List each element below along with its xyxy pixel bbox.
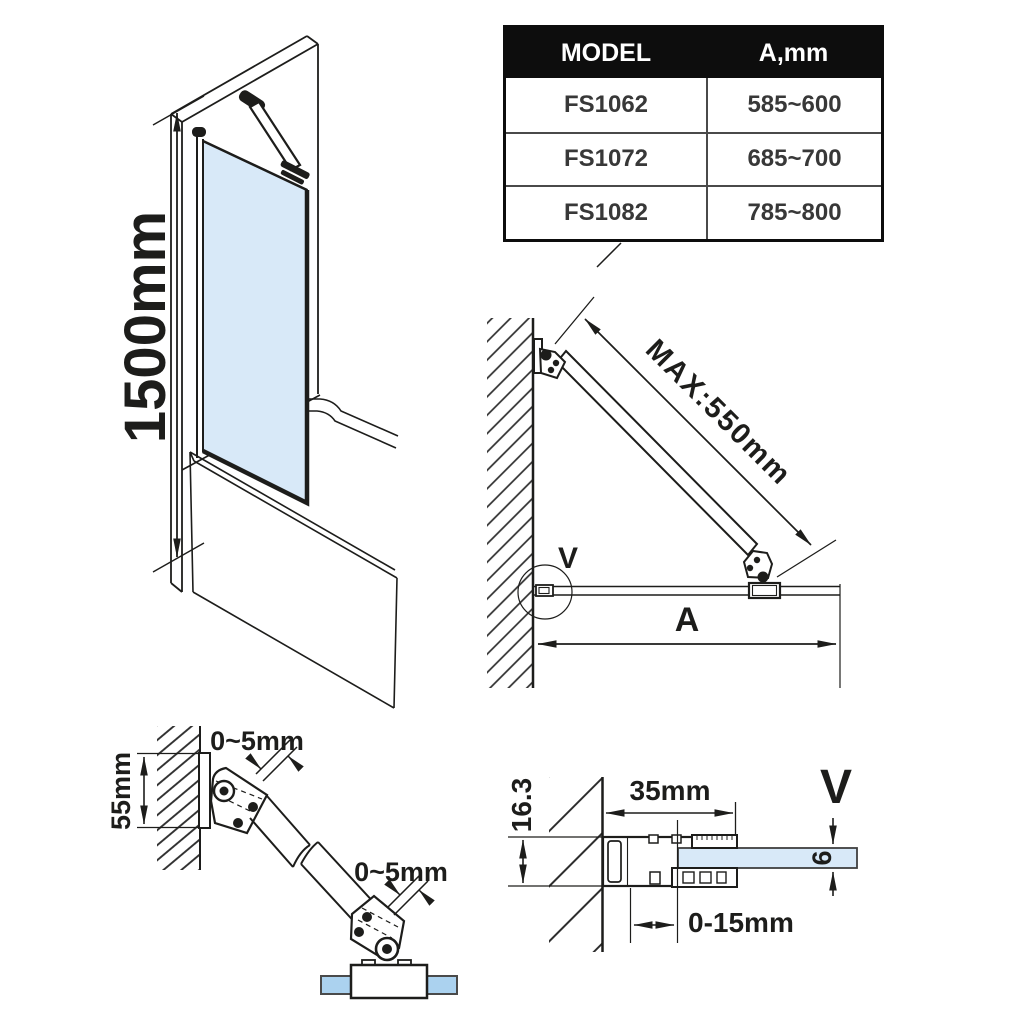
glass-strip-right <box>427 976 457 994</box>
max-reach-dimension <box>555 297 836 577</box>
table-leader-line <box>597 243 621 267</box>
glass-clamp <box>351 965 427 998</box>
max-reach-label: MAX:550mm <box>639 333 798 492</box>
width-dimension <box>538 584 840 688</box>
table-cell-model-2: FS1072 <box>506 132 706 186</box>
wall-hatch <box>157 726 200 870</box>
table-cell-amm-3: 785~800 <box>706 185 881 239</box>
clamp-top-flange <box>692 835 737 848</box>
wall-plate <box>199 753 210 828</box>
width-dimension-label: A <box>674 601 700 639</box>
support-bar-plan <box>557 351 757 555</box>
hinge-detail <box>106 726 457 998</box>
detail-marker-label: V <box>558 542 579 575</box>
plan-view <box>487 297 840 688</box>
wall-hatch <box>549 777 602 952</box>
spec-table <box>503 25 884 242</box>
section-marker-label: V <box>820 761 853 814</box>
spec-table-header-amm: A,mm <box>706 28 881 78</box>
table-cell-model-1: FS1062 <box>563 90 649 118</box>
upper-gap-label: 0~5mm <box>210 726 304 756</box>
table-cell-amm-2: 685~700 <box>706 132 881 186</box>
isometric-view <box>113 36 398 708</box>
hinge-profile-cap <box>192 127 206 137</box>
profile-width-label: 35mm <box>629 775 711 806</box>
section-detail <box>506 761 857 952</box>
glass-thickness-label: 6 <box>807 850 837 866</box>
profile-depth-label: 16.3 <box>506 777 537 833</box>
plate-height-label: 55mm <box>106 751 136 831</box>
table-cell-amm-1: 585~600 <box>706 78 881 132</box>
adjustment-label: 0-15mm <box>688 907 794 938</box>
glass-thickness-dimension <box>807 818 837 896</box>
bathtub-basin-rim <box>308 399 398 448</box>
spec-table-header-model: MODEL <box>506 28 706 78</box>
lower-gap-label: 0~5mm <box>354 857 448 887</box>
glass-panel <box>203 141 307 503</box>
wall-hatch <box>487 318 533 688</box>
profile-width-dimension <box>606 775 736 834</box>
table-cell-model-3: FS1082 <box>506 185 706 239</box>
glass-strip-left <box>321 976 351 994</box>
height-dimension-label: 1500mm <box>113 210 178 444</box>
